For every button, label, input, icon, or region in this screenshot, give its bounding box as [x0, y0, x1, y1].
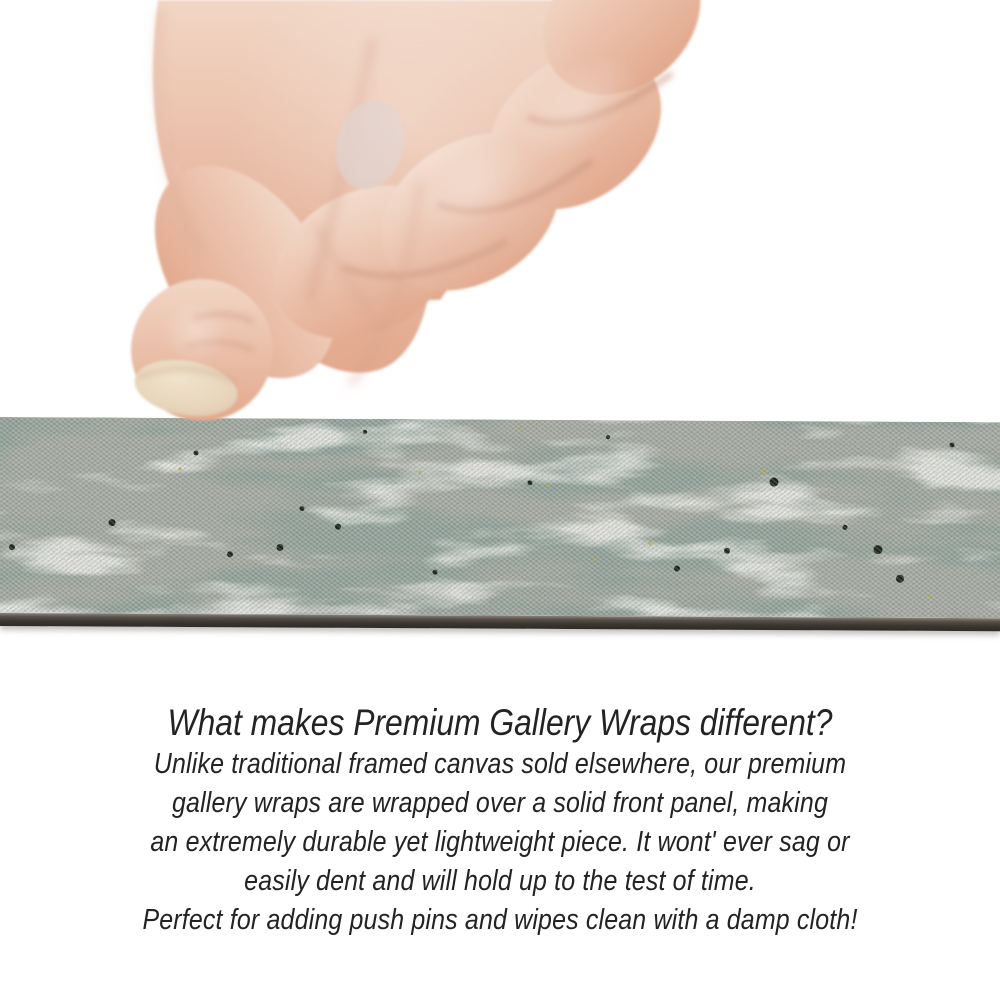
canvas-edge-strip — [0, 417, 1000, 631]
canvas-fabric — [0, 417, 1000, 618]
description-line: easily dent and will hold up to the test of time. — [244, 865, 756, 897]
product-description — [70, 701, 930, 940]
description-line: Unlike traditional framed canvas sold elsewhere, our premium — [153, 748, 847, 780]
hand-photo — [110, 0, 710, 422]
description-line: an extremely durable yet lightweight piece. It wont' ever sag or — [150, 826, 850, 858]
description-line: Perfect for adding push pins and wipes clean with a damp cloth! — [142, 904, 858, 936]
description-title: What makes Premium Gallery Wraps different? — [167, 702, 833, 743]
canvas-weave — [0, 417, 1000, 618]
description-line: gallery wraps are wrapped over a solid front panel, making — [172, 787, 828, 819]
